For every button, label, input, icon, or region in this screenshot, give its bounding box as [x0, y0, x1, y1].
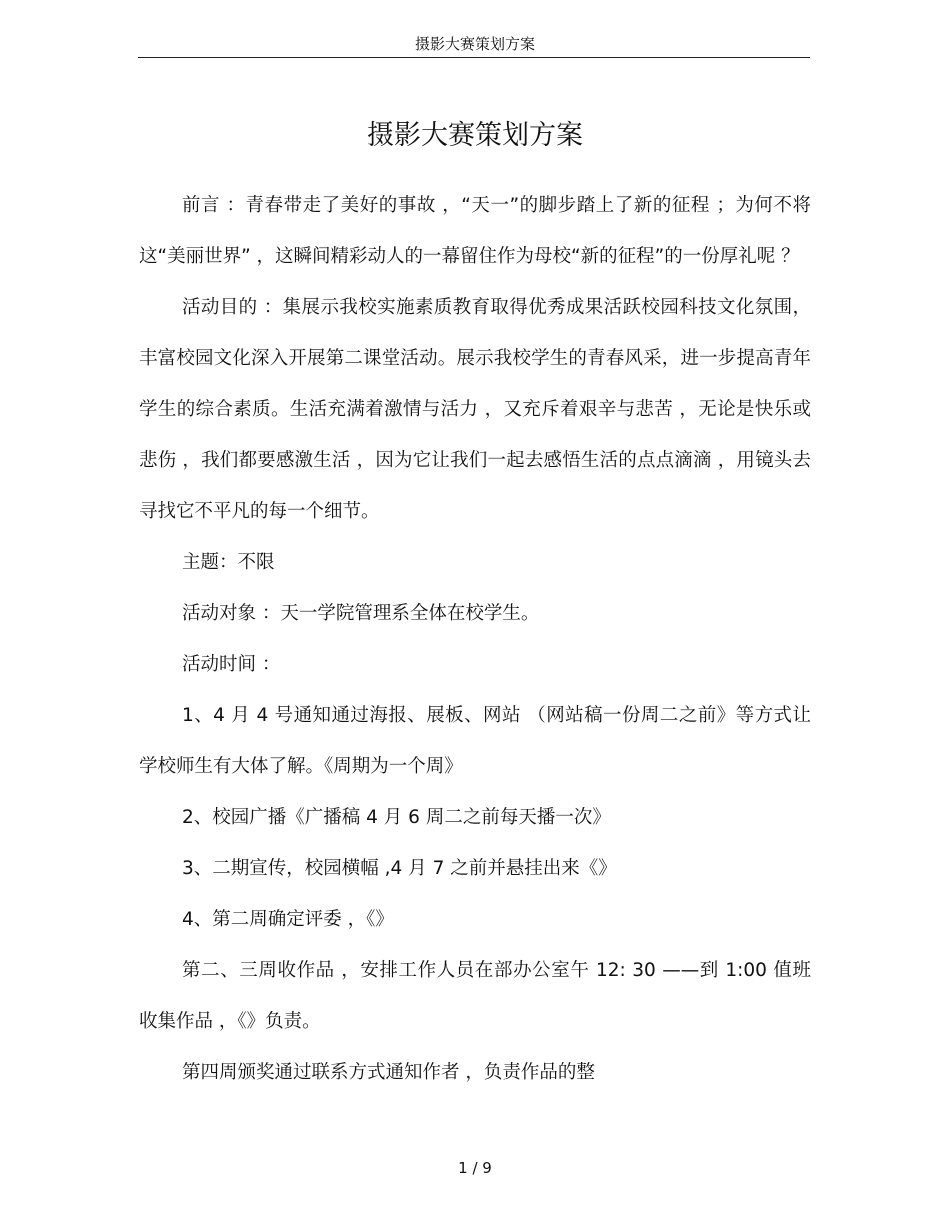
paragraph-awards: 第四周颁奖通过联系方式通知作者 ，负责作品的整 — [182, 1062, 595, 1083]
document-body — [139, 180, 811, 1098]
paragraph-theme: 主题：不限 — [182, 552, 275, 573]
paragraph-audience: 活动对象 ：天一学院管理系全体在校学生。 — [182, 603, 540, 624]
paragraph-collection: 第二、三周收作品 ，安排工作人员在部办公室午 12: 30 ——到 1:00 值班收集作品 ，《》负责。 — [139, 960, 811, 1032]
paragraph-schedule-heading: 活动时间 ： — [182, 654, 281, 675]
header-divider — [138, 57, 810, 58]
document-title: 摄影大赛策划方案 — [367, 120, 583, 151]
paragraph-preface: 前言 ：青春带走了美好的事故 ，“天一”的脚步踏上了新的征程 ；为何不将这“美丽世界” ，这瞬间精彩动人的一幕留住作为母校“新的征程”的一份厚礼呢 ？ — [139, 195, 811, 267]
paragraph-schedule-item-3: 3、二期宣传，校园横幅 ,4 月 7 之前并悬挂出来《》 — [182, 858, 617, 879]
paragraph-purpose: 活动目的 ：集展示我校实施素质教育取得优秀成果活跃校园科技文化氛围，丰富校园文化深入开展第二课堂活动。展示我校学生的青春风采，进一步提高青年学生的综合素质。生活充满着激情与活力 ，又充斥着艰辛与悲苦 ，无论是快乐或悲伤 ，我们都要感激生活 ，因为它让我们一起去感悟生活的点点滴滴 ，用镜头去寻找它不平凡的每一个细节。 — [139, 297, 811, 522]
page-number: 1 / 9 — [458, 1159, 492, 1177]
paragraph-schedule-item-4: 4、第二周确定评委 ，《》 — [182, 909, 394, 930]
running-header: 摄影大赛策划方案 — [414, 35, 535, 53]
paragraph-schedule-item-1: 1、4 月 4 号通知通过海报、展板、网站 （网站稿一份周二之前》等方式让学校师生有大体了解。《周期为一个周》 — [139, 705, 811, 777]
paragraph-schedule-item-2: 2、校园广播《广播稿 4 月 6 周二之前每天播一次》 — [182, 807, 611, 828]
